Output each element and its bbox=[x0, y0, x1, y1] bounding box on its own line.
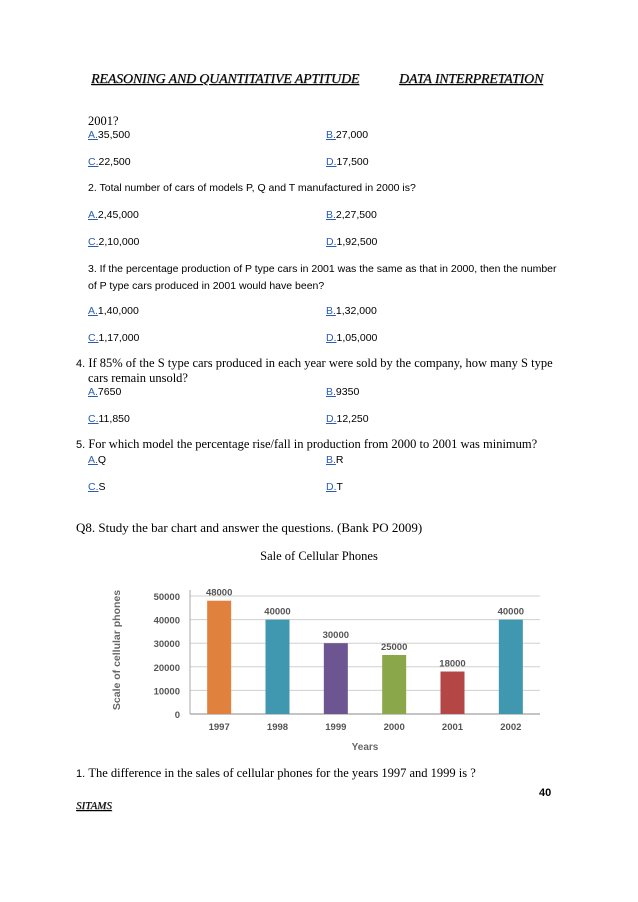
bar-2000 bbox=[382, 655, 406, 714]
data-label-1997: 48000 bbox=[205, 587, 233, 599]
option-text: 11,850 bbox=[98, 413, 130, 425]
option-label[interactable]: C. bbox=[88, 236, 99, 248]
option-text: 27,000 bbox=[335, 129, 369, 141]
q1-text-tail: 2001? bbox=[88, 114, 119, 128]
option-text: 35,500 bbox=[97, 129, 131, 141]
option-text: 12,250 bbox=[336, 413, 369, 425]
option-label[interactable]: B. bbox=[326, 386, 336, 398]
data-label-2002: 40000 bbox=[497, 606, 525, 618]
option-label[interactable]: D. bbox=[326, 236, 337, 248]
option-label[interactable]: B. bbox=[326, 305, 336, 317]
option-label[interactable]: B. bbox=[326, 454, 336, 466]
option-label[interactable]: A. bbox=[88, 129, 98, 141]
y-tick-label: 40000 bbox=[153, 615, 180, 627]
option-label[interactable]: D. bbox=[326, 332, 337, 344]
y-tick-label: 10000 bbox=[153, 686, 180, 698]
option-label[interactable]: C. bbox=[88, 481, 99, 493]
bar-1999 bbox=[324, 643, 348, 714]
data-label-1998: 40000 bbox=[264, 606, 291, 618]
y-tick-label: 20000 bbox=[153, 662, 180, 674]
option-text: 2,45,000 bbox=[97, 209, 139, 221]
y-tick-label: 30000 bbox=[153, 639, 180, 651]
option-label[interactable]: B. bbox=[326, 129, 336, 141]
option-label[interactable]: C. bbox=[88, 413, 99, 425]
x-tick-label-2000: 2000 bbox=[383, 722, 405, 733]
option-text: Q bbox=[97, 454, 107, 466]
q8-heading: Q8. Study the bar chart and answer the questions. (Bank PO 2009) bbox=[76, 520, 423, 535]
data-label-2001: 18000 bbox=[439, 658, 466, 670]
footer-label: SITAMS bbox=[76, 800, 112, 812]
option-text: 22,500 bbox=[98, 156, 131, 168]
q5-text: For which model the percentage rise/fall in production from 2000 to 2001 was minimum? bbox=[88, 437, 538, 451]
data-label-1999: 30000 bbox=[322, 630, 350, 642]
q4-text-line2: cars remain unsold? bbox=[88, 371, 188, 385]
y-axis-title: Scale of cellular phones bbox=[111, 589, 123, 711]
bar-1998 bbox=[266, 620, 290, 714]
data-label-2000: 25000 bbox=[380, 642, 408, 653]
last-question-number: 1. bbox=[76, 768, 86, 780]
option-label[interactable]: A. bbox=[88, 386, 98, 398]
y-tick-label: 0 bbox=[174, 710, 180, 721]
chart-title: Sale of Cellular Phones bbox=[260, 549, 378, 563]
q3-text-line1: 3. If the percentage production of P type cars in 2001 was the same as that in 2000, then the number bbox=[88, 263, 557, 275]
option-text: 17,500 bbox=[336, 156, 369, 168]
option-text: T bbox=[336, 481, 343, 493]
option-text: 2,10,000 bbox=[98, 236, 140, 248]
x-tick-label-1999: 1999 bbox=[325, 722, 347, 733]
option-label[interactable]: D. bbox=[326, 413, 337, 425]
q5-number: 5. bbox=[76, 439, 86, 451]
option-text: 2,27,500 bbox=[335, 209, 377, 221]
option-label[interactable]: A. bbox=[88, 209, 98, 221]
q3-text-line2: of P type cars produced in 2001 would have been? bbox=[88, 280, 325, 292]
option-label[interactable]: D. bbox=[326, 156, 337, 168]
q4-text: If 85% of the S type cars produced in each year were sold by the company, how many S type bbox=[88, 356, 553, 370]
option-text: 9350 bbox=[335, 386, 360, 398]
option-text: 7650 bbox=[97, 386, 122, 398]
x-axis-title: Years bbox=[351, 742, 379, 753]
last-question-line bbox=[76, 766, 476, 781]
x-tick-label-1997: 1997 bbox=[208, 722, 230, 733]
option-text: R bbox=[335, 454, 344, 466]
option-text: 1,92,500 bbox=[336, 236, 378, 248]
header-right-title: DATA INTERPRETATION bbox=[399, 72, 544, 87]
page-number: 40 bbox=[539, 787, 552, 799]
y-tick-label: 50000 bbox=[153, 592, 180, 603]
option-text: S bbox=[98, 481, 106, 493]
option-label[interactable]: D. bbox=[326, 481, 337, 493]
x-tick-label-1998: 1998 bbox=[266, 722, 289, 733]
option-text: 1,32,000 bbox=[335, 305, 377, 317]
x-tick-label-2002: 2002 bbox=[500, 722, 522, 733]
q4-number: 4. bbox=[76, 358, 86, 370]
x-tick-label-2001: 2001 bbox=[441, 722, 464, 733]
last-question-text: The difference in the sales of cellular phones for the years 1997 and 1999 is ? bbox=[88, 766, 476, 780]
option-label[interactable]: C. bbox=[88, 156, 99, 168]
q2-text: 2. Total number of cars of models P, Q and T manufactured in 2000 is? bbox=[88, 182, 416, 194]
bar-1997 bbox=[207, 601, 231, 714]
option-label[interactable]: C. bbox=[88, 332, 99, 344]
option-label[interactable]: B. bbox=[326, 209, 336, 221]
header-left-title: REASONING AND QUANTITATIVE APTITUDE bbox=[91, 72, 360, 87]
option-label[interactable]: A. bbox=[88, 305, 98, 317]
option-text: 1,40,000 bbox=[97, 305, 139, 317]
option-label[interactable]: A. bbox=[88, 454, 98, 466]
bar-2001 bbox=[441, 672, 465, 714]
option-text: 1,17,000 bbox=[98, 332, 140, 344]
bar-2002 bbox=[499, 620, 523, 714]
option-text: 1,05,000 bbox=[336, 332, 378, 344]
